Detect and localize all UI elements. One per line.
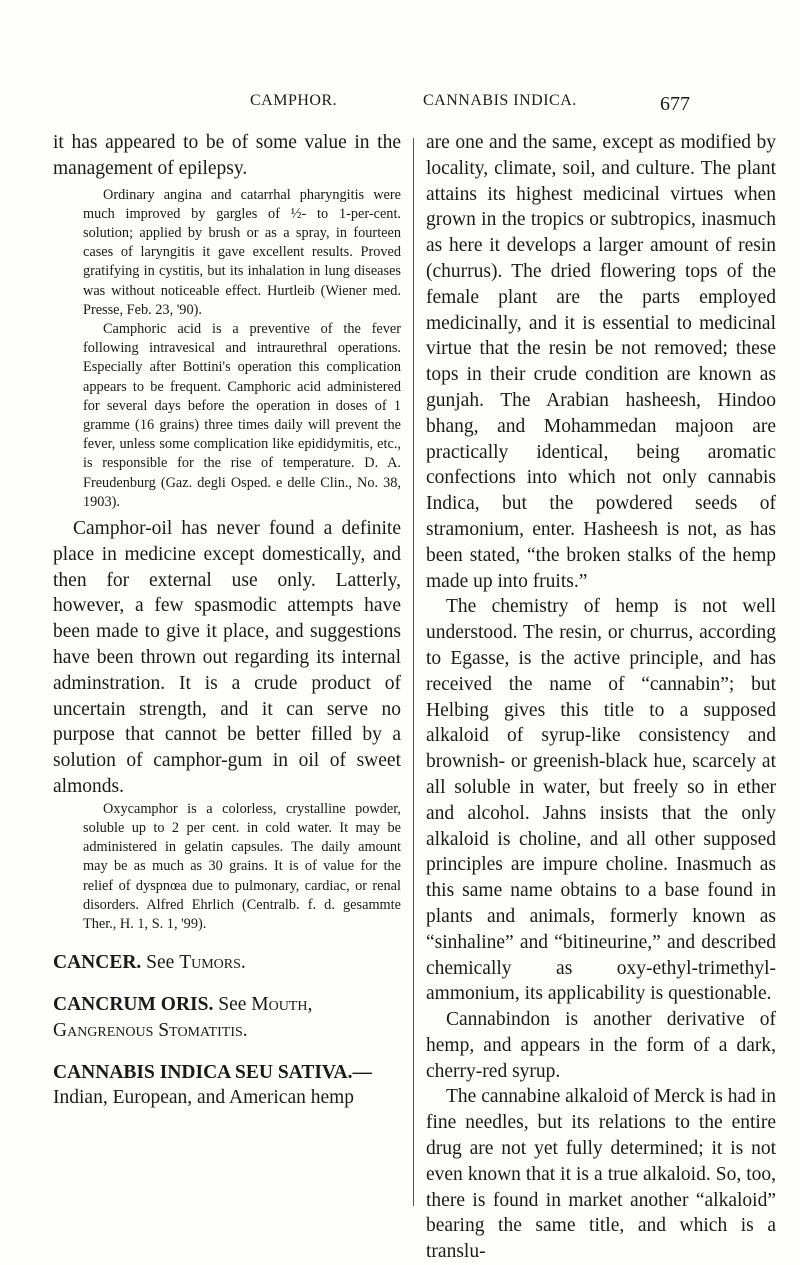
cancrum-oris-see: See bbox=[218, 994, 247, 1016]
oxycamphor-note: Oxycamphor is a colorless, crystalline powder, soluble up to 2 per cent. in cold water. It may be administered in gelatin capsules. The daily amount may be as much as 30 grains. It is of value for the relief of dyspnœa due to pulmonary, cardiac, or renal disorders. Alfred Ehrlich (Centralb. f. d. gesammte Ther., H. 1, S. 1, '99). bbox=[83, 800, 401, 933]
header-left-title: CAMPHOR. bbox=[250, 92, 338, 109]
hemp-chemistry-paragraph: The chemistry of hemp is not well understood. The resin, or churrus, according to Egasse, is the active principle, and has received the name of “cannabin”; but Helbing gives this title to a supposed alkaloid of syrup-like consistency and brownish- or greenish-black hue, scarcely at all soluble in water, but freely so in ether and alcohol. Jahns insists that the only alkaloid is choline, and all other supposed principles are impure choline. Inasmuch as this same name obtains to a base found in plants and animals, formerly known as “sinhaline” and “bitineurine,” and described chemically as oxy-ethyl-trimethyl-ammonium, its applicability is questionable. bbox=[426, 596, 776, 1005]
camphor-oil-paragraph: Camphor-oil has never found a definite place in medicine except domestically, and then for external use only. Latterly, however, a few spasmodic attempts have been made to give it place, and suggestions have been thrown out regarding its internal adminstration. It is a crude product of uncertain strength, and it can serve no purpose that cannot be better filled by a solution of camphor-gum in oil of sweet almonds. bbox=[53, 518, 401, 798]
column-divider bbox=[413, 138, 414, 1206]
cannabis-intro: Indian, European, and American hemp bbox=[53, 1087, 355, 1109]
cannabine-alkaloid-paragraph: The cannabine alkaloid of Merck is had in fine needles, but its relations to the entire drug are not yet fully determined; it is not even known that it is a true alkaloid. So, too, there is found in market another “alkaloid” bearing the same title, and which is a translu- bbox=[426, 1086, 776, 1263]
cancer-crossref: Tumors. bbox=[179, 952, 246, 974]
right-column bbox=[426, 130, 776, 1265]
header-center-title: CANNABIS INDICA. bbox=[423, 92, 577, 109]
page-number: 677 bbox=[660, 93, 690, 115]
left-column bbox=[53, 130, 401, 1111]
camphoric-acid-note: Camphoric acid is a preventive of the fever following intravesical and intraurethral operations. Especially after Bottini's operation this complication appears to be frequent. Camphoric acid administered for several days before the operation in doses of 1 gramme (16 grains) three times daily will prevent the fever, unless some complication like epididymitis, etc., is responsible for the rise of temperature. D. A. Freudenburg (Gaz. degli Osped. e delle Clin., No. 38, 1903). bbox=[83, 321, 401, 510]
pharyngitis-note: Ordinary angina and catarrhal pharyngitis were much improved by gargles of ½- to 1-per-cent. solution; applied by brush or as a spray, in fourteen cases of laryngitis it gave excellent results. Proved gratifying in cystitis, but its inhalation in lung diseases was without noticeable effect. Hurtleib (Wiener med. Presse, Feb. 23, '90). bbox=[83, 186, 401, 318]
hemp-description-paragraph: are one and the same, except as modified by locality, climate, soil, and culture. The plant attains its highest medicinal virtues when grown in the tropics or subtropics, inasmuch as here it develops a larger amount of resin (churrus). The dried flowering tops of the female plant are the parts employed medicinally, and it is essential to medicinal virtue that the resin be not removed; these tops in their crude condition are known as gunjah. The Arabian hasheesh, Hindoo bhang, and Mohammedan majoon are practically identical, being aromatic confections into which not only cannabis Indica, but the powdered seeds of stramonium, enter. Hasheesh is not, as has been stated, “the broken stalks of the hemp made up into fruits.” bbox=[426, 132, 776, 592]
cannabis-entry bbox=[53, 1060, 401, 1112]
epilepsy-paragraph: it has appeared to be of some value in the management of epilepsy. bbox=[53, 132, 401, 179]
cancrum-oris-crossref: Mouth, Gangrenous Stomatitis. bbox=[53, 994, 313, 1041]
cannabindon-paragraph: Cannabindon is another derivative of hemp, and appears in the form of a dark, cherry-red syrup. bbox=[426, 1009, 776, 1082]
cancer-heading: CANCER. bbox=[53, 952, 142, 974]
cannabis-heading: CANNABIS INDICA SEU SATIVA.— bbox=[53, 1061, 372, 1083]
cancrum-oris-entry bbox=[53, 992, 401, 1044]
cancer-entry bbox=[53, 950, 401, 976]
cancrum-oris-heading: CANCRUM ORIS. bbox=[53, 994, 214, 1016]
running-header bbox=[0, 92, 800, 116]
cancer-see: See bbox=[146, 952, 175, 974]
